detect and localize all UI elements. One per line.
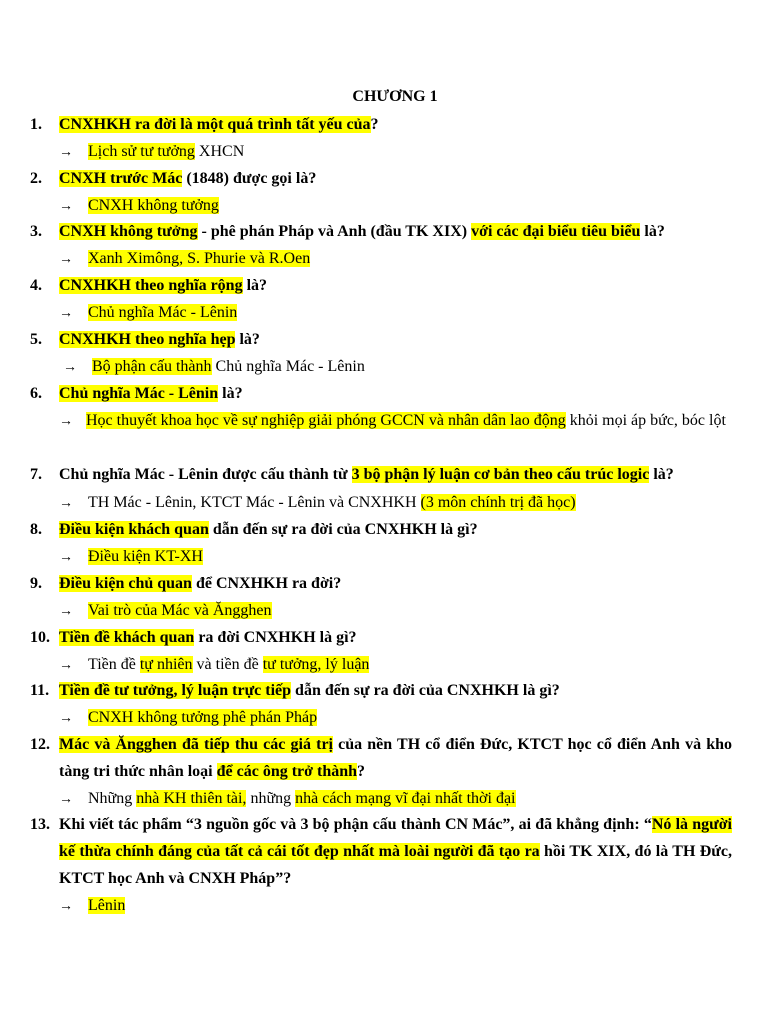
highlighted-text: CNXHKH ra đời là một quá trình tất yếu của: [59, 116, 371, 133]
answer-text: [88, 597, 732, 624]
highlighted-text: với các đại biểu tiêu biểu: [471, 223, 641, 240]
chapter-title: CHƯƠNG 1: [352, 88, 438, 105]
question-4: [30, 272, 732, 299]
answer-4: [59, 299, 732, 326]
text-segment: (1848) được gọi là?: [182, 170, 317, 187]
highlighted-text: 3 bộ phận lý luận cơ bản theo cấu trúc logic: [351, 466, 650, 483]
arrow-icon: →: [59, 414, 73, 429]
text-segment: là?: [218, 385, 243, 402]
answer-7: [59, 489, 732, 516]
highlighted-text: để các ông trở thành: [216, 763, 358, 780]
highlighted-text: Điều kiện chủ quan: [59, 575, 192, 592]
text-segment: XHCN: [194, 143, 245, 160]
question-1: [30, 111, 732, 138]
text-segment: Chủ nghĩa Mác - Lênin được cấu thành từ: [59, 466, 352, 483]
answer-13: [59, 892, 732, 919]
highlighted-text: tư tưởng, lý luận: [262, 656, 370, 673]
question-3: [30, 218, 732, 245]
highlighted-text: tự nhiên: [139, 656, 193, 673]
arrow-icon: →: [59, 711, 73, 726]
highlighted-text: CNXHKH theo nghĩa hẹp: [59, 331, 236, 348]
text-segment: - phê phán Pháp và Anh (đầu TK XIX): [197, 223, 472, 240]
question-number: 7.: [30, 466, 42, 483]
arrow-icon: →: [59, 899, 73, 914]
highlighted-text: Lênin: [88, 897, 126, 914]
question-text: [59, 731, 732, 785]
text-segment: dẫn đến sự ra đời của CNXHKH là gì?: [208, 521, 478, 538]
question-12: [30, 731, 732, 785]
answer-12: [59, 785, 732, 812]
text-segment: khỏi mọi áp bức, bóc lột: [565, 412, 726, 429]
question-number: 2.: [30, 170, 42, 187]
highlighted-text: Tiền đề tư tưởng, lý luận trực tiếp: [59, 682, 292, 699]
text-segment: là?: [640, 223, 665, 240]
answer-text: [88, 192, 732, 219]
question-number: 1.: [30, 116, 42, 133]
question-number: 3.: [30, 223, 42, 240]
text-segment: dẫn đến sự ra đời của CNXHKH là gì?: [291, 682, 560, 699]
question-text: [59, 380, 732, 407]
answer-text: [88, 489, 732, 516]
text-segment: Tiền đề: [88, 656, 140, 673]
highlighted-text: Bộ phận cấu thành: [92, 358, 212, 375]
text-segment: là?: [242, 277, 268, 294]
answer-text: [88, 892, 732, 919]
question-text: [59, 165, 732, 192]
answer-text: [88, 651, 732, 678]
text-segment: Những: [88, 790, 137, 807]
question-8: [30, 516, 732, 543]
arrow-icon: →: [59, 199, 73, 214]
highlighted-text: Vai trò của Mác và Ăngghen: [88, 602, 272, 619]
question-number: 9.: [30, 575, 42, 592]
text-segment: ?: [357, 763, 366, 780]
highlighted-text: CNXH không tưởng: [88, 197, 219, 214]
question-number: 12.: [30, 736, 50, 753]
arrow-icon: →: [59, 604, 73, 619]
question-6: [30, 380, 732, 407]
text-segment: TH Mác - Lênin, KTCT Mác - Lênin và CNXHKH: [88, 494, 421, 511]
highlighted-text: Tiền đề khách quan: [59, 629, 195, 646]
highlighted-text: nhà cách mạng vĩ đại nhất thời đại: [295, 790, 516, 807]
question-number: 4.: [30, 277, 42, 294]
question-text: [59, 218, 732, 245]
question-2: [30, 165, 732, 192]
text-segment: và tiền đề: [192, 656, 263, 673]
answer-8: [59, 543, 732, 570]
answer-text: [88, 785, 732, 812]
question-number: 5.: [30, 331, 42, 348]
highlighted-text: Xanh Ximông, S. Phurie và R.Oen: [88, 250, 311, 267]
text-segment: ra đời CNXHKH là gì?: [194, 629, 357, 646]
highlighted-text: CNXH không tưởng: [59, 223, 198, 240]
question-text: [59, 516, 732, 543]
text-segment: của nền TH cổ điển Đức, KTCT học cổ điển Anh và kho tàng tri thức nhân loại: [59, 736, 733, 780]
question-text: [59, 111, 732, 138]
arrow-icon: →: [59, 658, 73, 673]
question-text: [59, 326, 732, 353]
highlighted-text: CNXH không tưởng phê phán Pháp: [88, 709, 318, 726]
answer-text: [88, 245, 732, 272]
answer-10: [59, 651, 732, 678]
highlighted-text: Lịch sử tư tưởng: [88, 143, 195, 160]
arrow-icon: →: [59, 252, 73, 267]
question-10: [30, 624, 732, 651]
answer-11: [59, 704, 732, 731]
arrow-icon: →: [59, 792, 73, 807]
question-number: 13.: [30, 816, 50, 833]
answer-6: [59, 407, 732, 434]
highlighted-text: Điều kiện khách quan: [59, 521, 209, 538]
arrow-icon: →: [59, 145, 73, 160]
highlighted-text: Chủ nghĩa Mác - Lênin: [88, 304, 238, 321]
answer-5: [63, 353, 736, 380]
answer-2: [59, 192, 732, 219]
question-number: 8.: [30, 521, 42, 538]
question-number: 11.: [30, 682, 50, 699]
answer-3: [59, 245, 732, 272]
question-text: [59, 570, 732, 597]
text-segment: những: [246, 790, 296, 807]
answer-text: [59, 407, 732, 434]
text-segment: hồi TK XIX, đó là TH Đức, KTCT học Anh và CNXH Pháp”?: [59, 843, 733, 887]
highlighted-text: Mác và Ăngghen đã tiếp thu các giá trị: [59, 736, 333, 753]
text-segment: để CNXHKH ra đời?: [191, 575, 342, 592]
question-11: [30, 677, 732, 704]
text-segment: là?: [649, 466, 674, 483]
text-segment: là?: [235, 331, 260, 348]
answer-text: [88, 704, 732, 731]
arrow-icon: →: [63, 360, 77, 375]
highlighted-text: (3 môn chính trị đã học): [420, 494, 576, 511]
question-7: [30, 461, 732, 488]
highlighted-text: nhà KH thiên tài,: [136, 790, 247, 807]
question-number: 6.: [30, 385, 42, 402]
question-text: [59, 272, 732, 299]
question-13: [30, 811, 732, 892]
arrow-icon: →: [59, 306, 73, 321]
highlighted-text: Học thuyết khoa học về sự nghiệp giải phóng GCCN và nhân dân lao động: [86, 412, 566, 429]
highlighted-text: Điều kiện KT-XH: [88, 548, 203, 565]
answer-9: [59, 597, 732, 624]
arrow-icon: →: [59, 550, 73, 565]
answer-text: [88, 138, 732, 165]
question-text: [59, 677, 732, 704]
question-text: [59, 811, 732, 892]
text-segment: ?: [370, 116, 379, 133]
highlighted-text: Chủ nghĩa Mác - Lênin: [59, 385, 219, 402]
question-text: [59, 461, 732, 488]
answer-1: [59, 138, 732, 165]
text-segment: Chủ nghĩa Mác - Lênin: [211, 358, 365, 375]
question-9: [30, 570, 732, 597]
text-segment: Khi viết tác phẩm “3 nguồn gốc và 3 bộ phận cấu thành CN Mác”, ai đã khẳng định: “: [59, 816, 652, 833]
question-number: 10.: [30, 629, 50, 646]
highlighted-text: Nó là người kế thừa chính đáng của tất cả cái tốt đẹp nhất mà loài người đã tạo ra: [59, 816, 733, 860]
answer-text: [92, 353, 736, 380]
answer-text: [88, 299, 732, 326]
arrow-icon: →: [59, 496, 73, 511]
highlighted-text: CNXHKH theo nghĩa rộng: [59, 277, 243, 294]
question-5: [30, 326, 732, 353]
highlighted-text: CNXH trước Mác: [59, 170, 183, 187]
question-text: [59, 624, 732, 651]
answer-text: [88, 543, 732, 570]
